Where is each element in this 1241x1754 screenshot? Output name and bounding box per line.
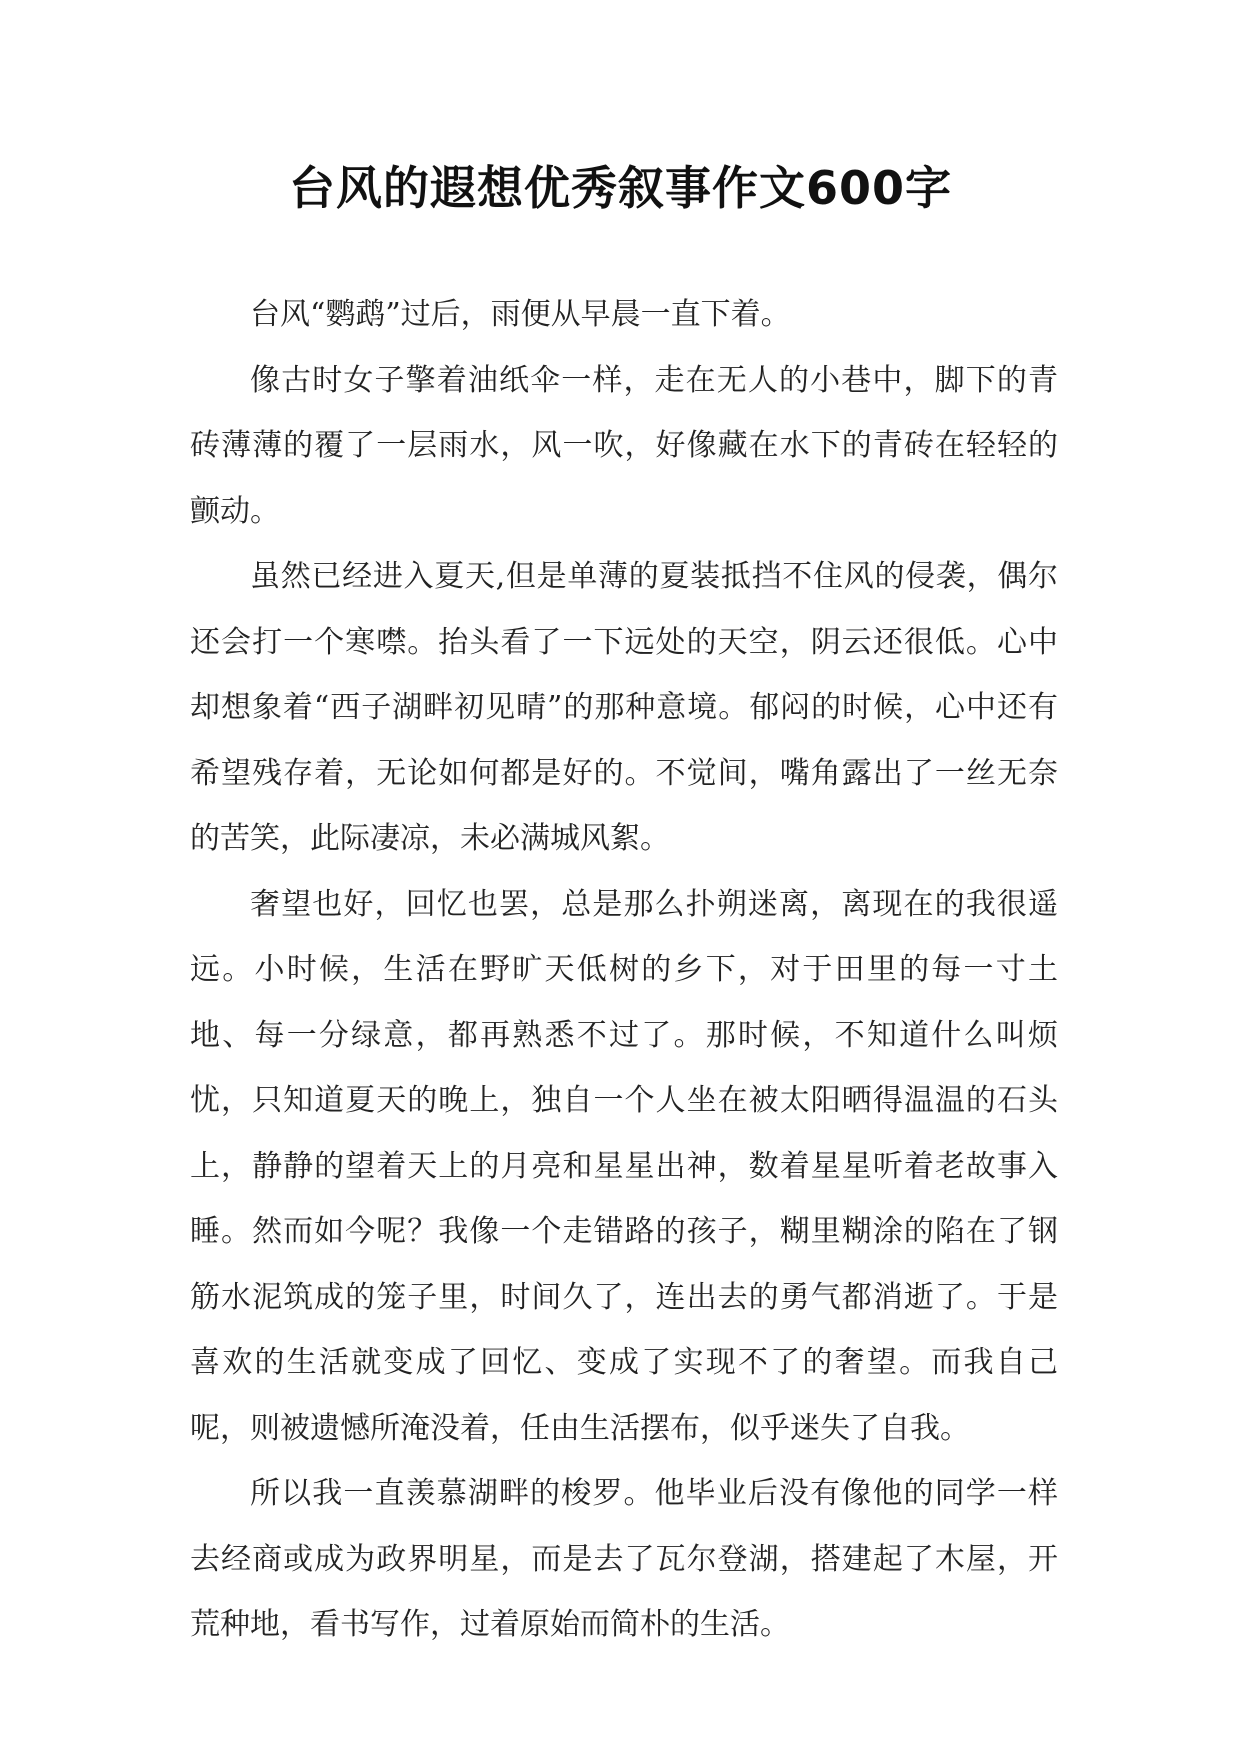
- paragraph: 虽然已经进入夏天,但是单薄的夏装抵挡不住风的侵袭，偶尔还会打一个寒噤。抬头看了一下远处的天空，阴云还很低。心中却想象着“西子湖畔初见晴”的那种意境。郁闷的时候，心中还有希望残存着，无论如何都是好的。不觉间，嘴角露出了一丝无奈的苦笑，此际凄凉，未必满城风絮。: [190, 559, 1058, 856]
- document-title: 台风的遐想优秀叙事作文600字: [288, 161, 953, 215]
- document-body: [190, 282, 1058, 1658]
- paragraph: 像古时女子擎着油纸伞一样，走在无人的小巷中，脚下的青砖薄薄的覆了一层雨水，风一吹，好像藏在水下的青砖在轻轻的颤动。: [190, 362, 1058, 529]
- paragraph: 所以我一直羡慕湖畔的梭罗。他毕业后没有像他的同学一样去经商或成为政界明星，而是去了瓦尔登湖，搭建起了木屋，开荒种地，看书写作，过着原始而简朴的生活。: [190, 1476, 1058, 1642]
- paragraph: 台风“鹦鹉”过后，雨便从早晨一直下着。: [250, 297, 791, 332]
- paragraph: 奢望也好，回忆也罢，总是那么扑朔迷离，离现在的我很遥远。小时候，生活在野旷天低树的乡下，对于田里的每一寸土地、每一分绿意，都再熟悉不过了。那时候，不知道什么叫烦忧，只知道夏天的晚上，独自一个人坐在被太阳晒得温温的石头上，静静的望着天上的月亮和星星出神，数着星星听着老故事入睡。然而如今呢？我像一个走错路的孩子，糊里糊涂的陷在了钢筋水泥筑成的笼子里，时间久了，连出去的勇气都消逝了。于是喜欢的生活就变成了回忆、变成了实现不了的奢望。而我自己呢，则被遗憾所淹没着，任由生活摆布，似乎迷失了自我。: [190, 886, 1058, 1446]
